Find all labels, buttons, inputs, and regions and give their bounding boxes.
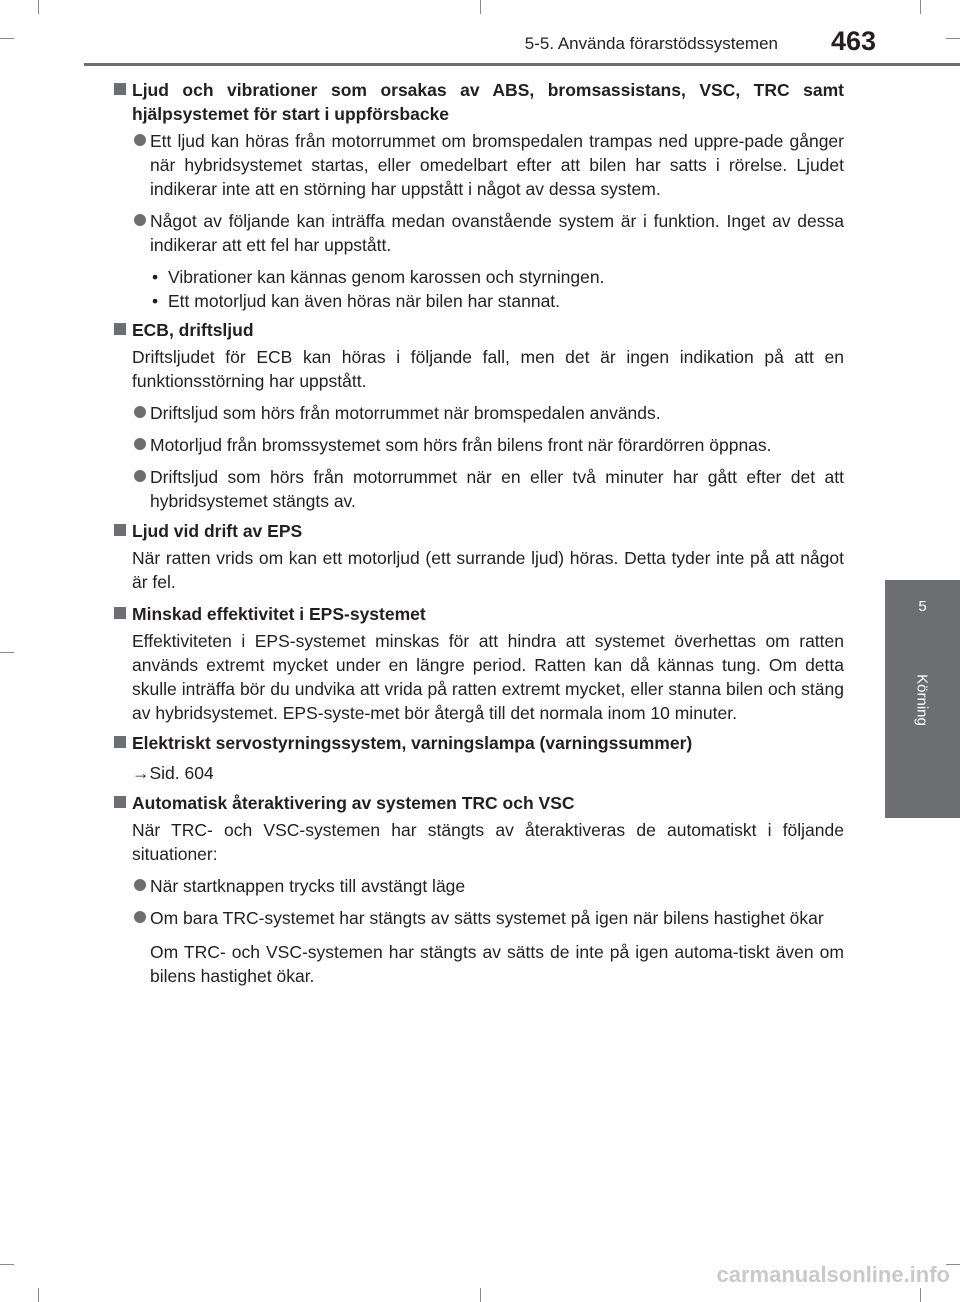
crop-mark	[480, 1288, 481, 1302]
sub-bullet-item: • Ett motorljud kan även höras när bilen har stannat.	[150, 289, 844, 313]
bullet-item: Motorljud från bromssystemet som hörs från bilens front när förardörren öppnas.	[132, 433, 844, 457]
crop-mark	[920, 1288, 921, 1302]
watermark-text: carmanualsonline.info	[716, 1262, 950, 1287]
chapter-tab	[885, 580, 960, 818]
main-content	[112, 78, 844, 988]
paragraph: Effektiviteten i EPS-systemet minskas för att hindra att systemet överhettas om ratten används extremt mycket under en längre period. Ratten kan då kännas tung. Om detta skulle inträffa bör du undvika att vrida på ratten extremt mycket, eller stanna bilen och stäng av hybridsystemet. EPS-syste-met bör återgå till det normala inom 10 minuter.	[132, 631, 844, 723]
crop-mark	[0, 38, 14, 39]
crop-mark	[38, 1288, 39, 1302]
bullet-item: När startknappen trycks till avstängt läge	[132, 874, 844, 898]
section-heading: Elektriskt servostyrningssystem, varningslampa (varningssummer)	[112, 731, 844, 755]
page-reference: →Sid. 604	[132, 763, 214, 783]
sub-bullet-item: • Vibrationer kan kännas genom karossen och styrningen.	[150, 265, 844, 289]
bullet-item: Driftsljud som hörs från motorrummet när en eller två minuter har gått efter det att hybridsystemet stängts av.	[132, 465, 844, 513]
bullet-item: Ett ljud kan höras från motorrummet om bromspedalen trampas ned uppre-pade gånger när hybridsystemet startas, eller omedelbart efter att bilen har satts i rörelse. Ljudet indikerar inte att en störning har uppstått i något av dessa system.	[132, 129, 844, 201]
header-rule	[84, 63, 960, 66]
section-header: 5-5. Använda förarstödssystemen	[524, 34, 778, 53]
paragraph: När TRC- och VSC-systemen har stängts av återaktiveras de automatiskt i följande situationer:	[132, 820, 844, 864]
crop-mark	[920, 0, 921, 14]
paragraph: Om TRC- och VSC-systemen har stängts av sätts de inte på igen automa-tiskt även om bilens hastighet ökar.	[150, 942, 844, 986]
chapter-number: 5	[918, 598, 927, 615]
section-heading: Automatisk återaktivering av systemen TRC och VSC	[112, 791, 844, 815]
section-heading: Ljud vid drift av EPS	[112, 519, 844, 543]
bullet-item: Om bara TRC-systemet har stängts av sätts systemet på igen när bilens hastighet ökar	[132, 906, 844, 930]
section-heading: ECB, driftsljud	[112, 318, 844, 342]
crop-mark	[38, 0, 39, 14]
bullet-item: Något av följande kan inträffa medan ovanstående system är i funktion. Inget av dessa indikerar att ett fel har uppstått.	[132, 209, 844, 257]
crop-mark	[0, 652, 14, 653]
crop-mark	[946, 38, 960, 39]
paragraph: När ratten vrids om kan ett motorljud (ett surrande ljud) höras. Detta tyder inte på att något är fel.	[132, 548, 844, 592]
section-heading: Ljud och vibrationer som orsakas av ABS, bromsassistans, VSC, TRC samt hjälpsystemet för start i uppförsbacke	[112, 78, 844, 126]
page-number: 463	[830, 26, 876, 56]
crop-mark	[0, 1264, 14, 1265]
paragraph: Driftsljudet för ECB kan höras i följande fall, men det är ingen indikation på att en funktionsstörning har uppstått.	[132, 347, 844, 391]
crop-mark	[480, 0, 481, 14]
section-heading: Minskad effektivitet i EPS-systemet	[112, 602, 844, 626]
chapter-label: Körning	[913, 674, 931, 726]
bullet-item: Driftsljud som hörs från motorrummet när bromspedalen används.	[132, 401, 844, 425]
